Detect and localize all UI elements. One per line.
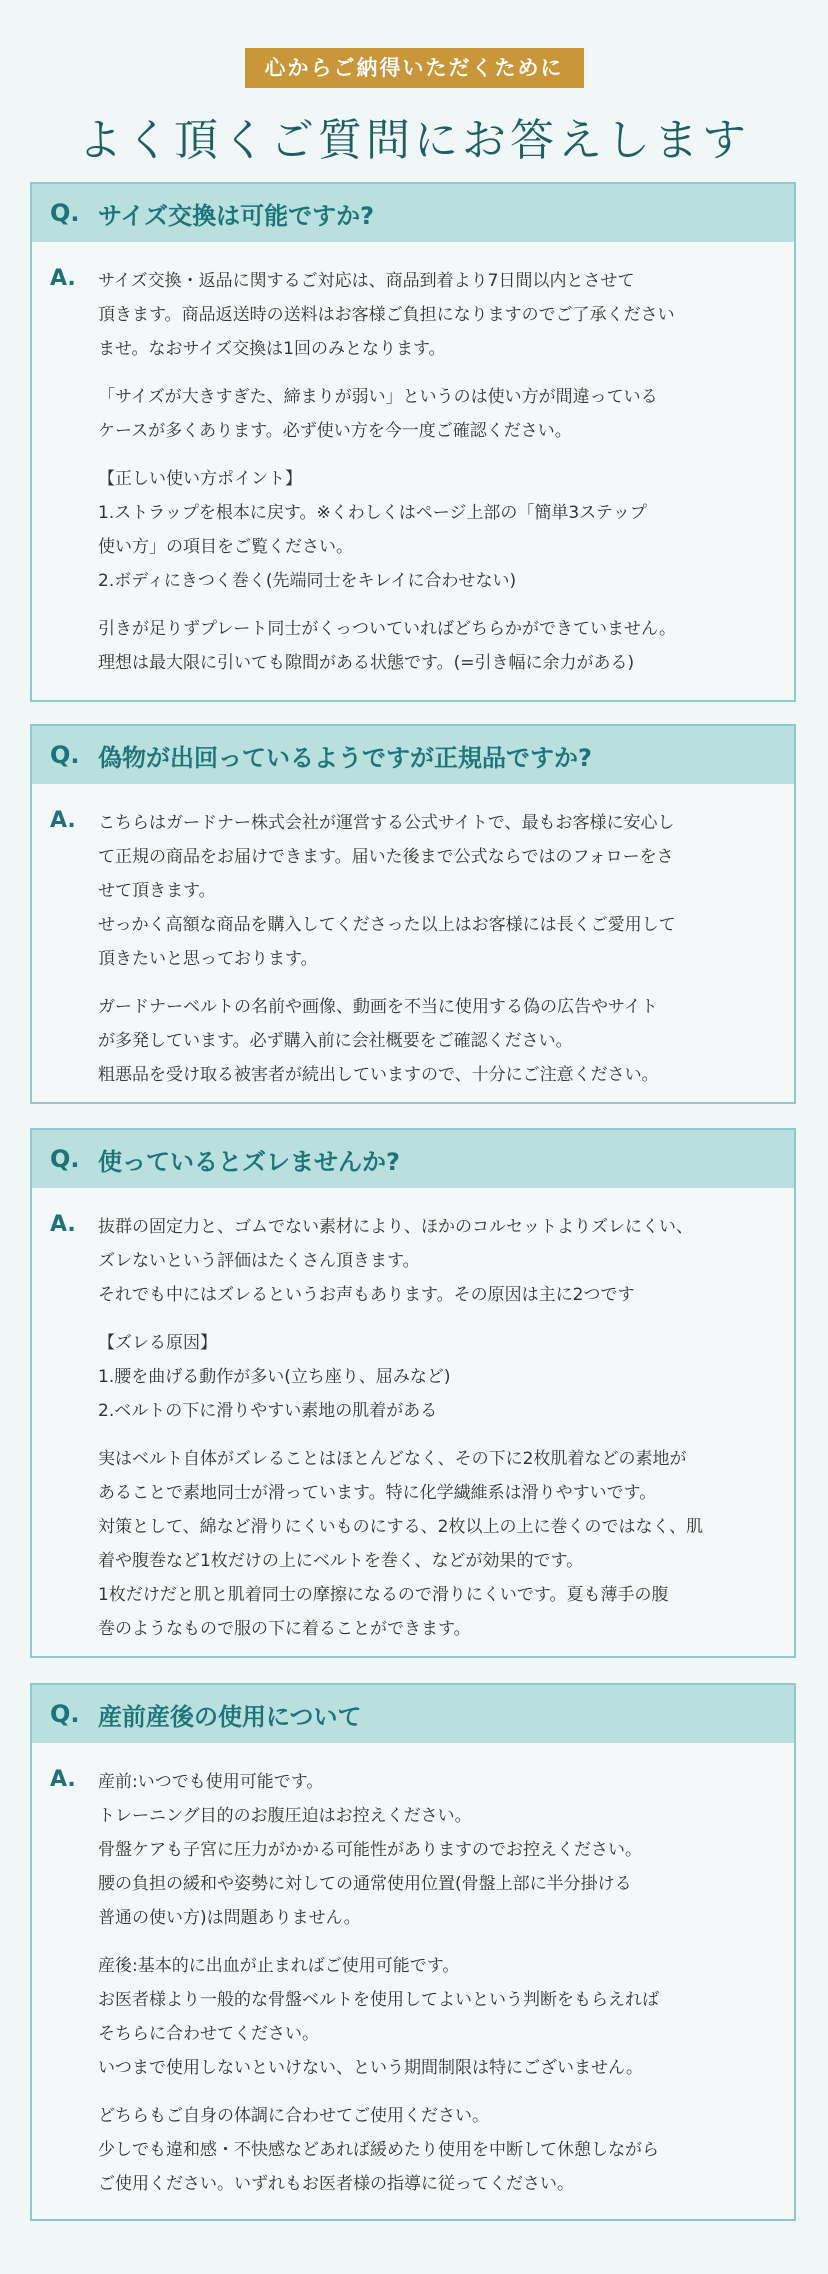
answer-line: 抜群の固定力と、ゴムでない素材により、ほかのコルセットよりズレにくい、 [98, 1217, 693, 1237]
answer-paragraph [98, 462, 774, 598]
answer-body [98, 1765, 774, 2215]
answer-line: せて頂きます。 [98, 881, 216, 901]
answer-paragraph [98, 1949, 774, 2085]
answer-line: 使い方」の項目をご覧ください。 [98, 537, 353, 557]
answer-line: それでも中にはズレるというお声もあります。その原因は主に2つです [98, 1285, 635, 1305]
answer-line: 引きが足りずプレート同士がくっついていればどちらかができていません。 [98, 619, 676, 639]
answer-line: 2.ボディにきつく巻く(先端同士をキレイに合わせない) [98, 571, 517, 591]
answer-line: 「サイズが大きすぎた、締まりが弱い」というのは使い方が間違っている [98, 387, 658, 407]
answer-mark-label: A. [50, 808, 76, 833]
answer-mark-label: A. [50, 1212, 76, 1237]
question-text: 使っているとズレませんか? [98, 1147, 400, 1176]
faq-item [30, 182, 796, 702]
faq-question [32, 184, 794, 242]
answer-line: ご使用ください。いずれもお医者様の指導に従ってください。 [98, 2174, 574, 2194]
answer-line: そちらに合わせてください。 [98, 2024, 319, 2044]
answer-line: ませ。なおサイズ交換は1回のみとなります。 [98, 339, 446, 359]
faq-question [32, 726, 794, 784]
question-mark-label: Q. [50, 1145, 80, 1173]
answer-paragraph [98, 2099, 774, 2201]
answer-body [98, 1210, 774, 1660]
faq-question [32, 1130, 794, 1188]
answer-line: 1.ストラップを根本に戻す。※くわしくはページ上部の「簡単3ステップ [98, 503, 647, 523]
answer-line: が多発しています。必ず購入前に会社概要をご確認ください。 [98, 1031, 573, 1051]
answer-line: せっかく高額な商品を購入してくださった以上はお客様には長くご愛用して [98, 915, 676, 935]
answer-line: 頂きたいと思っております。 [98, 949, 318, 969]
answer-line: 骨盤ケアも子宮に圧力がかかる可能性がありますのでお控えください。 [98, 1840, 642, 1860]
faq-item [30, 1128, 796, 1658]
answer-paragraph [98, 612, 774, 680]
answer-line: いつまで使用しないといけない、という期間制限は特にございません。 [98, 2058, 644, 2078]
answer-paragraph [98, 1765, 774, 1935]
answer-body [98, 264, 774, 694]
question-mark-label: Q. [50, 199, 80, 227]
answer-line: 対策として、綿など滑りにくいものにする、2枚以上の上に巻くのではなく、肌 [98, 1517, 704, 1537]
answer-line: お医者様より一般的な骨盤ベルトを使用してよいという判断をもらえれば [98, 1990, 659, 2010]
answer-paragraph [98, 1442, 774, 1646]
page-title: よく頂くご質問にお答えします [78, 115, 750, 166]
answer-line: サイズ交換・返品に関するご対応は、商品到着より7日間以内とさせて [98, 271, 635, 291]
answer-line: ガードナーベルトの名前や画像、動画を不当に使用する偽の広告やサイト [98, 997, 658, 1017]
answer-line: て正規の商品をお届けできます。届いた後まで公式ならではのフォローをさ [98, 847, 674, 867]
answer-line: 2.ベルトの下に滑りやすい素地の肌着がある [98, 1401, 438, 1421]
faq-answer [32, 1188, 794, 1660]
answer-paragraph [98, 806, 774, 976]
answer-line: 普通の使い方)は問題ありません。 [98, 1908, 361, 1928]
question-text: 偽物が出回っているようですが正規品ですか? [98, 743, 592, 772]
answer-paragraph [98, 1210, 774, 1312]
answer-line: 粗悪品を受け取る被害者が続出していますので、十分にご注意ください。 [98, 1065, 659, 1085]
answer-paragraph [98, 1326, 774, 1428]
faq-answer [32, 1743, 794, 2215]
answer-line: 産前:いつでも使用可能です。 [98, 1772, 324, 1792]
faq-question [32, 1685, 794, 1743]
answer-body [98, 806, 774, 1106]
faq-answer [32, 784, 794, 1106]
question-text: サイズ交換は可能ですか? [98, 201, 375, 230]
answer-line: ズレないという評価はたくさん頂きます。 [98, 1251, 420, 1271]
faq-item [30, 1683, 796, 2221]
question-text: 産前産後の使用について [98, 1702, 362, 1731]
header [0, 0, 828, 168]
answer-mark-label: A. [50, 1767, 76, 1792]
answer-line: 実はベルト自体がズレることはほとんどなく、その下に2枚肌着などの素地が [98, 1449, 687, 1469]
answer-line: 1枚だけだと肌と肌着同士の摩擦になるので滑りにくいです。夏も薄手の腹 [98, 1585, 669, 1605]
faq-answer [32, 242, 794, 694]
answer-paragraph [98, 264, 774, 366]
answer-paragraph [98, 380, 774, 448]
answer-line: 頂きます。商品返送時の送料はお客様ご負担になりますのでご了承ください [98, 305, 675, 325]
answer-line: 【ズレる原因】 [98, 1333, 217, 1353]
answer-line: 巻のようなもので服の下に着ることができます。 [98, 1619, 471, 1639]
answer-line: 【正しい使い方ポイント】 [98, 469, 302, 489]
answer-line: あることで素地同士が滑っています。特に化学繊維系は滑りやすいです。 [98, 1483, 657, 1503]
question-mark-label: Q. [50, 741, 80, 769]
answer-line: 少しでも違和感・不快感などあれば緩めたり使用を中断して休憩しながら [98, 2140, 659, 2160]
answer-line: 理想は最大限に引いても隙間がある状態です。(=引き幅に余力がある) [98, 653, 635, 673]
answer-line: どちらもご自身の体調に合わせてご使用ください。 [98, 2106, 489, 2126]
question-mark-label: Q. [50, 1700, 80, 1728]
answer-line: ケースが多くあります。必ず使い方を今一度ご確認ください。 [98, 421, 572, 441]
answer-paragraph [98, 990, 774, 1092]
answer-line: こちらはガードナー株式会社が運営する公式サイトで、最もお客様に安心し [98, 813, 675, 833]
answer-line: 着や腹巻など1枚だけの上にベルトを巻く、などが効果的です。 [98, 1551, 584, 1571]
header-badge: 心からご納得いただくために [245, 48, 584, 88]
faq-item [30, 724, 796, 1104]
answer-line: 産後:基本的に出血が止まればご使用可能です。 [98, 1956, 460, 1976]
answer-line: 腰の負担の緩和や姿勢に対しての通常使用位置(骨盤上部に半分掛ける [98, 1874, 632, 1894]
answer-mark-label: A. [50, 266, 76, 291]
answer-line: トレーニング目的のお腹圧迫はお控えください。 [98, 1806, 472, 1826]
answer-line: 1.腰を曲げる動作が多い(立ち座り、屈みなど) [98, 1367, 451, 1387]
